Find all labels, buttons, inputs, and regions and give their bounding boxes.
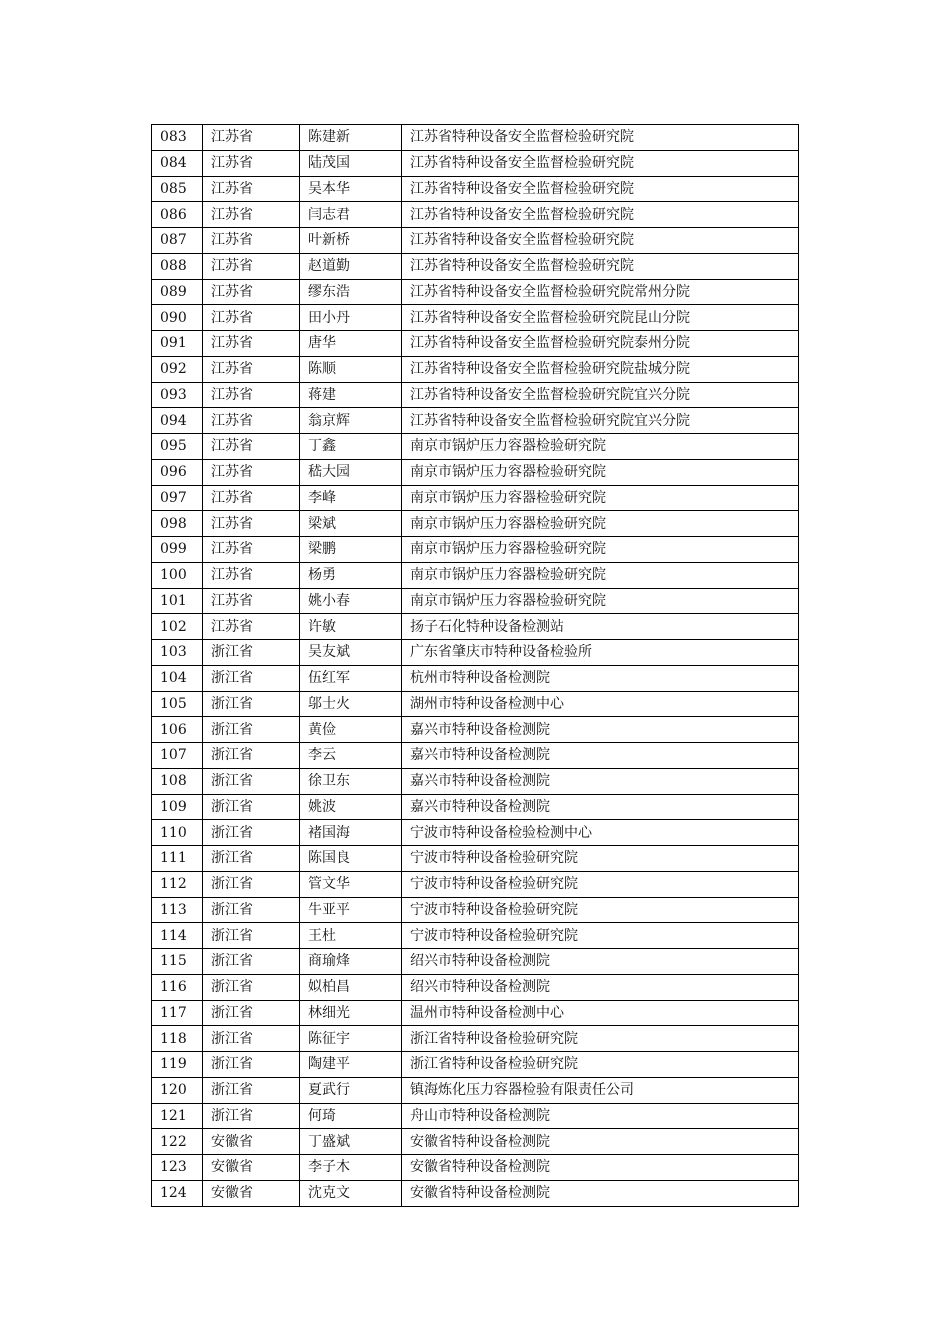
organization-cell: 江苏省特种设备安全监督检验研究院	[402, 125, 799, 151]
table-row	[152, 331, 799, 357]
person-name-cell: 徐卫东	[300, 768, 402, 794]
table-row	[152, 459, 799, 485]
province-cell: 江苏省	[203, 125, 300, 151]
table-row	[152, 974, 799, 1000]
row-number-cell: 105	[152, 691, 203, 717]
table-row	[152, 382, 799, 408]
person-name-cell: 沈克文	[300, 1180, 402, 1206]
table-row	[152, 1103, 799, 1129]
province-cell: 浙江省	[203, 820, 300, 846]
row-number-cell: 090	[152, 305, 203, 331]
table-row	[152, 1077, 799, 1103]
row-number-cell: 123	[152, 1155, 203, 1181]
organization-cell: 杭州市特种设备检测院	[402, 665, 799, 691]
table-row	[152, 846, 799, 872]
person-name-cell: 陆茂国	[300, 150, 402, 176]
table-row	[152, 434, 799, 460]
row-number-cell: 085	[152, 176, 203, 202]
table-row	[152, 537, 799, 563]
person-name-cell: 何琦	[300, 1103, 402, 1129]
province-cell: 浙江省	[203, 1000, 300, 1026]
person-name-cell: 李子木	[300, 1155, 402, 1181]
row-number-cell: 106	[152, 717, 203, 743]
row-number-cell: 124	[152, 1180, 203, 1206]
organization-cell: 南京市锅炉压力容器检验研究院	[402, 537, 799, 563]
organization-cell: 绍兴市特种设备检测院	[402, 974, 799, 1000]
organization-cell: 湖州市特种设备检测中心	[402, 691, 799, 717]
province-cell: 江苏省	[203, 408, 300, 434]
person-name-cell: 翁京辉	[300, 408, 402, 434]
province-cell: 浙江省	[203, 743, 300, 769]
person-name-cell: 林细光	[300, 1000, 402, 1026]
person-name-cell: 闫志君	[300, 202, 402, 228]
row-number-cell: 102	[152, 614, 203, 640]
province-cell: 江苏省	[203, 202, 300, 228]
organization-cell: 嘉兴市特种设备检测院	[402, 794, 799, 820]
organization-cell: 舟山市特种设备检测院	[402, 1103, 799, 1129]
province-cell: 浙江省	[203, 1026, 300, 1052]
organization-cell: 宁波市特种设备检验研究院	[402, 897, 799, 923]
row-number-cell: 116	[152, 974, 203, 1000]
organization-cell: 嘉兴市特种设备检测院	[402, 768, 799, 794]
person-name-cell: 嵇大园	[300, 459, 402, 485]
table-row	[152, 820, 799, 846]
row-number-cell: 095	[152, 434, 203, 460]
organization-cell: 江苏省特种设备安全监督检验研究院常州分院	[402, 279, 799, 305]
row-number-cell: 119	[152, 1052, 203, 1078]
person-name-cell: 杨勇	[300, 562, 402, 588]
person-name-cell: 商瑜烽	[300, 949, 402, 975]
row-number-cell: 097	[152, 485, 203, 511]
province-cell: 江苏省	[203, 588, 300, 614]
table-row	[152, 743, 799, 769]
row-number-cell: 093	[152, 382, 203, 408]
person-name-cell: 梁斌	[300, 511, 402, 537]
person-name-cell: 吴本华	[300, 176, 402, 202]
person-name-cell: 缪东浩	[300, 279, 402, 305]
row-number-cell: 103	[152, 640, 203, 666]
row-number-cell: 087	[152, 228, 203, 254]
row-number-cell: 118	[152, 1026, 203, 1052]
organization-cell: 宁波市特种设备检验研究院	[402, 846, 799, 872]
row-number-cell: 113	[152, 897, 203, 923]
row-number-cell: 115	[152, 949, 203, 975]
organization-cell: 宁波市特种设备检验研究院	[402, 871, 799, 897]
person-name-cell: 李云	[300, 743, 402, 769]
organization-cell: 江苏省特种设备安全监督检验研究院昆山分院	[402, 305, 799, 331]
province-cell: 安徽省	[203, 1180, 300, 1206]
table-row	[152, 408, 799, 434]
table-row	[152, 150, 799, 176]
organization-cell: 南京市锅炉压力容器检验研究院	[402, 511, 799, 537]
table-row	[152, 897, 799, 923]
person-name-cell: 吴友斌	[300, 640, 402, 666]
person-name-cell: 赵道勤	[300, 253, 402, 279]
person-name-cell: 叶新桥	[300, 228, 402, 254]
table-row	[152, 640, 799, 666]
province-cell: 江苏省	[203, 228, 300, 254]
province-cell: 江苏省	[203, 305, 300, 331]
person-name-cell: 姚小春	[300, 588, 402, 614]
organization-cell: 江苏省特种设备安全监督检验研究院	[402, 228, 799, 254]
table-row	[152, 1000, 799, 1026]
organization-cell: 南京市锅炉压力容器检验研究院	[402, 434, 799, 460]
row-number-cell: 104	[152, 665, 203, 691]
person-name-cell: 褚国海	[300, 820, 402, 846]
table-row	[152, 228, 799, 254]
organization-cell: 南京市锅炉压力容器检验研究院	[402, 485, 799, 511]
table-row	[152, 717, 799, 743]
organization-cell: 嘉兴市特种设备检测院	[402, 717, 799, 743]
table-row	[152, 794, 799, 820]
person-name-cell: 陈建新	[300, 125, 402, 151]
person-name-cell: 管文华	[300, 871, 402, 897]
province-cell: 江苏省	[203, 253, 300, 279]
organization-cell: 南京市锅炉压力容器检验研究院	[402, 588, 799, 614]
organization-cell: 宁波市特种设备检验检测中心	[402, 820, 799, 846]
table-row	[152, 125, 799, 151]
province-cell: 江苏省	[203, 537, 300, 563]
province-cell: 浙江省	[203, 794, 300, 820]
table-row	[152, 1052, 799, 1078]
row-number-cell: 114	[152, 923, 203, 949]
table-row	[152, 176, 799, 202]
row-number-cell: 092	[152, 356, 203, 382]
organization-cell: 南京市锅炉压力容器检验研究院	[402, 459, 799, 485]
table-row	[152, 1155, 799, 1181]
organization-cell: 嘉兴市特种设备检测院	[402, 743, 799, 769]
person-name-cell: 唐华	[300, 331, 402, 357]
province-cell: 江苏省	[203, 511, 300, 537]
province-cell: 浙江省	[203, 768, 300, 794]
person-name-cell: 姒柏昌	[300, 974, 402, 1000]
table-row	[152, 871, 799, 897]
organization-cell: 安徽省特种设备检测院	[402, 1155, 799, 1181]
person-name-cell: 伍红军	[300, 665, 402, 691]
province-cell: 浙江省	[203, 1103, 300, 1129]
row-number-cell: 110	[152, 820, 203, 846]
row-number-cell: 100	[152, 562, 203, 588]
person-name-cell: 丁盛斌	[300, 1129, 402, 1155]
person-name-cell: 邬士火	[300, 691, 402, 717]
row-number-cell: 117	[152, 1000, 203, 1026]
province-cell: 安徽省	[203, 1155, 300, 1181]
row-number-cell: 088	[152, 253, 203, 279]
table-row	[152, 485, 799, 511]
organization-cell: 江苏省特种设备安全监督检验研究院	[402, 202, 799, 228]
organization-cell: 江苏省特种设备安全监督检验研究院泰州分院	[402, 331, 799, 357]
table-row	[152, 768, 799, 794]
table-row	[152, 665, 799, 691]
person-name-cell: 田小丹	[300, 305, 402, 331]
province-cell: 江苏省	[203, 614, 300, 640]
organization-cell: 江苏省特种设备安全监督检验研究院宜兴分院	[402, 408, 799, 434]
row-number-cell: 121	[152, 1103, 203, 1129]
organization-cell: 江苏省特种设备安全监督检验研究院宜兴分院	[402, 382, 799, 408]
organization-cell: 广东省肇庆市特种设备检验所	[402, 640, 799, 666]
person-name-cell: 陈顺	[300, 356, 402, 382]
province-cell: 浙江省	[203, 1052, 300, 1078]
row-number-cell: 096	[152, 459, 203, 485]
table-row	[152, 691, 799, 717]
person-name-cell: 夏武行	[300, 1077, 402, 1103]
organization-cell: 南京市锅炉压力容器检验研究院	[402, 562, 799, 588]
province-cell: 江苏省	[203, 176, 300, 202]
person-name-cell: 王杜	[300, 923, 402, 949]
person-name-cell: 牛亚平	[300, 897, 402, 923]
province-cell: 江苏省	[203, 434, 300, 460]
row-number-cell: 101	[152, 588, 203, 614]
row-number-cell: 108	[152, 768, 203, 794]
organization-cell: 江苏省特种设备安全监督检验研究院	[402, 176, 799, 202]
organization-cell: 安徽省特种设备检测院	[402, 1129, 799, 1155]
table-row	[152, 588, 799, 614]
person-name-cell: 丁鑫	[300, 434, 402, 460]
table-row	[152, 253, 799, 279]
row-number-cell: 122	[152, 1129, 203, 1155]
organization-cell: 宁波市特种设备检验研究院	[402, 923, 799, 949]
organization-cell: 江苏省特种设备安全监督检验研究院盐城分院	[402, 356, 799, 382]
table-row	[152, 305, 799, 331]
province-cell: 安徽省	[203, 1129, 300, 1155]
organization-cell: 绍兴市特种设备检测院	[402, 949, 799, 975]
person-name-cell: 陈国良	[300, 846, 402, 872]
person-name-cell: 陈征宇	[300, 1026, 402, 1052]
province-cell: 江苏省	[203, 485, 300, 511]
person-name-cell: 许敏	[300, 614, 402, 640]
table-row	[152, 923, 799, 949]
province-cell: 浙江省	[203, 923, 300, 949]
province-cell: 江苏省	[203, 331, 300, 357]
row-number-cell: 098	[152, 511, 203, 537]
province-cell: 浙江省	[203, 846, 300, 872]
row-number-cell: 084	[152, 150, 203, 176]
province-cell: 浙江省	[203, 717, 300, 743]
organization-cell: 浙江省特种设备检验研究院	[402, 1026, 799, 1052]
organization-cell: 江苏省特种设备安全监督检验研究院	[402, 150, 799, 176]
organization-cell: 镇海炼化压力容器检验有限责任公司	[402, 1077, 799, 1103]
province-cell: 江苏省	[203, 279, 300, 305]
province-cell: 江苏省	[203, 382, 300, 408]
organization-cell: 安徽省特种设备检测院	[402, 1180, 799, 1206]
table-row	[152, 1180, 799, 1206]
row-number-cell: 112	[152, 871, 203, 897]
table-row	[152, 1129, 799, 1155]
organization-cell: 温州市特种设备检测中心	[402, 1000, 799, 1026]
person-name-cell: 陶建平	[300, 1052, 402, 1078]
province-cell: 浙江省	[203, 974, 300, 1000]
province-cell: 浙江省	[203, 897, 300, 923]
row-number-cell: 120	[152, 1077, 203, 1103]
person-name-cell: 黄俭	[300, 717, 402, 743]
province-cell: 浙江省	[203, 665, 300, 691]
province-cell: 江苏省	[203, 356, 300, 382]
row-number-cell: 091	[152, 331, 203, 357]
person-name-cell: 姚波	[300, 794, 402, 820]
province-cell: 浙江省	[203, 949, 300, 975]
province-cell: 浙江省	[203, 871, 300, 897]
table-row	[152, 279, 799, 305]
row-number-cell: 094	[152, 408, 203, 434]
roster-table-body	[152, 125, 799, 1207]
province-cell: 江苏省	[203, 459, 300, 485]
row-number-cell: 099	[152, 537, 203, 563]
row-number-cell: 107	[152, 743, 203, 769]
province-cell: 浙江省	[203, 1077, 300, 1103]
table-row	[152, 356, 799, 382]
organization-cell: 江苏省特种设备安全监督检验研究院	[402, 253, 799, 279]
table-row	[152, 949, 799, 975]
province-cell: 浙江省	[203, 640, 300, 666]
person-name-cell: 蒋建	[300, 382, 402, 408]
row-number-cell: 111	[152, 846, 203, 872]
organization-cell: 浙江省特种设备检验研究院	[402, 1052, 799, 1078]
province-cell: 江苏省	[203, 150, 300, 176]
province-cell: 江苏省	[203, 562, 300, 588]
organization-cell: 扬子石化特种设备检测站	[402, 614, 799, 640]
table-row	[152, 614, 799, 640]
row-number-cell: 083	[152, 125, 203, 151]
roster-table	[151, 124, 799, 1207]
province-cell: 浙江省	[203, 691, 300, 717]
row-number-cell: 109	[152, 794, 203, 820]
table-row	[152, 562, 799, 588]
table-row	[152, 1026, 799, 1052]
row-number-cell: 086	[152, 202, 203, 228]
table-row	[152, 511, 799, 537]
person-name-cell: 李峰	[300, 485, 402, 511]
person-name-cell: 梁鹏	[300, 537, 402, 563]
table-row	[152, 202, 799, 228]
row-number-cell: 089	[152, 279, 203, 305]
